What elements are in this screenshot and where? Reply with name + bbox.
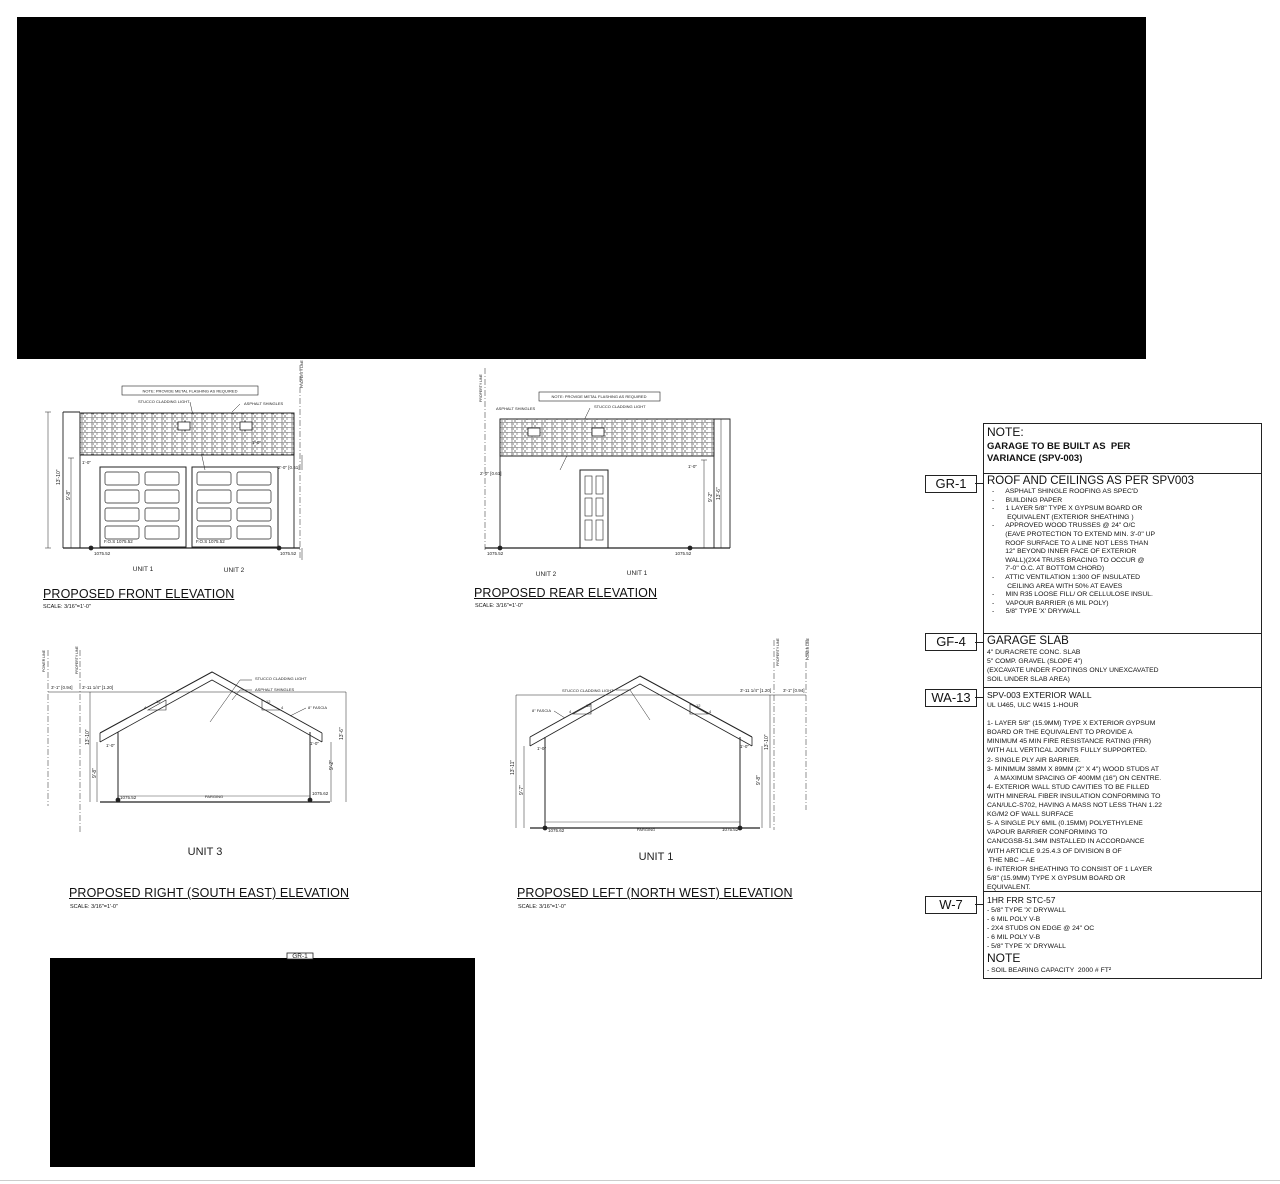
front-level-1: F.O.S 1075.52 xyxy=(104,539,133,544)
gr1-section xyxy=(935,473,1261,633)
left-pitch-run-right: 12 xyxy=(696,703,701,708)
front-dim-fascia: 1'-0" xyxy=(252,440,261,445)
rear-unit-1: UNIT 1 xyxy=(626,570,648,577)
left-property-line: PROPERTY LINE xyxy=(776,638,780,666)
gr1-item: CEILING AREA WITH 50% AT EAVES xyxy=(992,582,1123,590)
gr1-item: 7'-0" O.C. AT BOTTOM CHORD) xyxy=(992,565,1105,573)
right-elevation xyxy=(42,645,346,858)
rear-dim-height: 13'-6" xyxy=(716,487,722,500)
rear-callout-stucco: STUCCO CLADDING LIGHT xyxy=(594,404,646,409)
note-section xyxy=(984,424,1261,473)
left-dim-setback-2: 3'-1" [0.94] xyxy=(783,688,805,693)
wa13-text: UL U465, ULC W415 1-HOUR 1- LAYER 5/8" (15.9MM) TYPE X EXTERIOR GYPSUM BOARD OR THE EQUIVALENT TO PROVIDE A MINIMUM 45 MIN FIRE RESISTANCE RATING (FRR) WITH ALL VERTICAL JOINTS FULLY SUPPORTED. 2- SINGLE PLY AIR BARRIER. 3- MINIMUM 38MM X 89MM (2" X 4") WOOD STUDS AT A MAXIMUM SPACING OF 400MM (16") ON CENTRE. 4- EXTERIOR WALL STUD CAVITIES TO BE FILLED WITH MINERAL FIBER INSULATION CONFORMING TO CAN/ULC-S702, HAVING A MASS NOT LESS THAN 1.22 KG/M2 OF WALL SURFACE 5- A SINGLE PLY 6MIL (0.15MM) POLYETHYLENE VAPOUR BARRIER CONFORMING TO CAN/CGSB-51.34M INSTALLED IN ACCORDANCE WITH ARTICLE 9.25.4.3 OF DIVISION B OF THE NBC – AE 6- INTERIOR SHEATHING TO CONSIST OF 1 LAYER 5/8" (15.9MM) TYPE X GYPSUM BOARD OR EQUIVALENT. xyxy=(987,702,1162,891)
right-unit-label: UNIT 3 xyxy=(187,846,223,858)
front-unit-2: UNIT 2 xyxy=(223,567,245,574)
w7-section xyxy=(939,891,1261,975)
left-dim-wall-right: 9'-8" xyxy=(756,775,762,785)
gr1-item: ROOF SURFACE TO A LINE NOT LESS THAN xyxy=(992,539,1149,547)
left-level-1: 1075.62 xyxy=(548,828,565,833)
wa13-heading: SPV-003 EXTERIOR WALL xyxy=(987,690,1092,700)
rear-elevation-title: PROPOSED REAR ELEVATION xyxy=(474,586,658,600)
gf4-section xyxy=(936,633,1261,687)
gr1-heading: ROOF AND CEILINGS AS PER SPV003 xyxy=(987,475,1195,487)
left-dim-setback-1: 3'-11 1/4" [1.20] xyxy=(740,688,772,693)
gr1-item: - 5/8" TYPE 'X' DRYWALL xyxy=(992,608,1081,616)
rear-callout-flashing: NOTE: PROVIDE METAL FLASHING AS REQUIRED xyxy=(551,394,647,399)
right-callout-stucco: STUCCO CLADDING LIGHT xyxy=(255,676,307,681)
rear-dim-fascia: 1'-0" xyxy=(688,464,697,469)
gf4-tag: GF-4 xyxy=(925,633,977,651)
right-dim-wall-right: 9'-2" xyxy=(329,760,335,770)
right-pitch-rise-right: 4 xyxy=(281,705,284,710)
left-dim-wall-left: 9'-7" xyxy=(519,785,525,795)
note-heading: NOTE: xyxy=(987,425,1024,439)
left-level-2: 1075.52 xyxy=(722,827,739,832)
wa13-section xyxy=(931,687,1261,891)
rear-dim-overhang: 2'-0" [0.61] xyxy=(480,471,502,476)
gr1-item: - APPROVED WOOD TRUSSES @ 24" O/C xyxy=(992,522,1136,530)
right-power-line: POWER LINE xyxy=(42,650,46,672)
right-dim-setback-2: 3'-11 1/4" [1.20] xyxy=(82,685,114,690)
right-pitch-run-left: 12 xyxy=(156,699,161,704)
front-callout-shingles: ASPHALT SHINGLES xyxy=(244,401,284,406)
front-elevation xyxy=(45,359,304,574)
front-dim-height: 13'-10" xyxy=(56,469,62,485)
front-callout-flashing: NOTE: PROVIDE METAL FLASHING AS REQUIRED xyxy=(142,388,238,394)
soil-note-heading: NOTE xyxy=(987,951,1021,966)
gr1-item: EQUIVALENT (EXTERIOR SHEATHING ) xyxy=(992,513,1134,521)
left-elevation-title: PROPOSED LEFT (NORTH WEST) ELEVATION xyxy=(517,886,793,900)
right-dim-height-left: 13'-10" xyxy=(85,729,91,745)
right-callout-shingles: ASPHALT SHINGLES xyxy=(255,687,295,692)
left-dim-overhang-left: 1'-0" xyxy=(537,746,546,751)
right-dim-wall-left: 9'-8" xyxy=(92,768,98,778)
front-dim-wall: 9'-8" xyxy=(66,490,72,500)
left-pitch-rise-right: 4 xyxy=(709,709,712,714)
gr1-item: - ATTIC VENTILATION 1:300 OF INSULATED xyxy=(992,573,1141,581)
left-callout-stucco: STUCCO CLADDING LIGHT xyxy=(562,688,614,693)
left-elevation xyxy=(510,637,810,863)
front-unit-1: UNIT 1 xyxy=(132,566,154,573)
front-dim-overhang: 1'-0" xyxy=(82,460,91,465)
gr1-item: - 1 LAYER 5/8" TYPE X GYPSUM BOARD OR xyxy=(992,505,1143,513)
left-dim-overhang-right: 1'-0" xyxy=(740,744,749,749)
front-property-line: PROPERTY LINE xyxy=(300,360,304,388)
front-elevation-scale: SCALE: 3/16"=1'-0" xyxy=(43,604,91,610)
right-parging: PARGING xyxy=(204,794,224,799)
right-level-2: 1075.62 xyxy=(312,791,329,796)
right-dim-overhang-right: 1'-0" xyxy=(310,741,319,746)
right-callout-fascia: 8" FASCIA xyxy=(308,705,327,710)
wa13-tag: WA-13 xyxy=(925,689,977,707)
rear-elevation-scale: SCALE: 3/16"=1'-0" xyxy=(475,603,523,609)
gr1-item: - VAPOUR BARRIER (6 MIL POLY) xyxy=(992,599,1109,607)
gr1-item: - MIN R35 LOOSE FILL/ OR CELLULOSE INSUL. xyxy=(992,591,1153,599)
left-power-line: POWER LINE xyxy=(806,638,810,660)
left-unit-label: UNIT 1 xyxy=(638,851,674,863)
rear-dim-wall: 9'-2" xyxy=(708,492,714,502)
gr1-item: 12" BEYOND INNER FACE OF EXTERIOR xyxy=(992,548,1137,556)
front-level-3: 1075.52 xyxy=(94,551,111,556)
gf4-text: 4" DURACRETE CONC. SLAB 5" COMP. GRAVEL (SLOPE 4") (EXCAVATE UNDER FOOTINGS ONLY UNEXCAVATED SOIL UNDER SLAB AREA) xyxy=(987,649,1159,684)
left-parging: PARGING xyxy=(636,827,656,832)
right-property-line: PROPERTY LINE xyxy=(75,646,79,674)
page-bottom-rule xyxy=(0,1180,1280,1181)
w7-text: - 5/8" TYPE 'X' DRYWALL - 6 MIL POLY V-B - 2X4 STUDS ON EDGE @ 24" OC - 6 MIL POLY V-B - 5/8" TYPE 'X' DRYWALL xyxy=(987,907,1095,951)
left-dim-height-right: 13'-10" xyxy=(764,734,770,750)
front-callout-stucco: STUCCO CLADDING LIGHT xyxy=(138,399,190,404)
right-elevation-title: PROPOSED RIGHT (SOUTH EAST) ELEVATION xyxy=(69,886,350,900)
gr1-tag: GR-1 xyxy=(925,475,977,493)
right-dim-overhang-left: 1'-0" xyxy=(106,743,115,748)
rear-level-2: 1075.52 xyxy=(675,551,692,556)
gr1-item: (EAVE PROTECTION TO EXTEND MIN. 3'-0" UP xyxy=(992,530,1156,538)
front-level-4: 1075.52 xyxy=(280,551,297,556)
stray-tag: GR-1 xyxy=(292,953,308,960)
gr1-item-list xyxy=(984,488,1261,617)
right-dim-setback-1: 3'-1" [0.94] xyxy=(51,685,73,690)
rear-level-1: 1075.52 xyxy=(487,551,504,556)
left-callout-fascia: 8" FASCIA xyxy=(532,708,551,713)
left-pitch-run-left: 12 xyxy=(586,703,591,708)
right-dim-height-right: 13'-6" xyxy=(339,727,345,740)
gf4-heading: GARAGE SLAB xyxy=(987,635,1069,647)
right-pitch-rise-left: 4 xyxy=(144,705,147,710)
rear-elevation xyxy=(479,368,730,578)
spec-notes-table xyxy=(931,423,1262,979)
note-text: GARAGE TO BE BUILT AS PER VARIANCE (SPV-003) xyxy=(987,441,1131,464)
w7-tag: W-7 xyxy=(925,896,977,914)
gr1-item: WALL)(2X4 TRUSS BRACING TO OCCUR @ xyxy=(992,556,1145,564)
right-elevation-scale: SCALE: 3/16"=1'-0" xyxy=(70,904,118,910)
left-dim-height-left: 13'-11" xyxy=(510,759,516,775)
right-pitch-run-right: 12 xyxy=(266,699,271,704)
w7-heading: 1HR FRR STC-57 xyxy=(987,895,1056,905)
left-pitch-rise-left: 4 xyxy=(569,709,572,714)
rear-property-line: PROPERTY LINE xyxy=(479,374,483,402)
front-elevation-title: PROPOSED FRONT ELEVATION xyxy=(43,587,235,601)
soil-note-text: - SOIL BEARING CAPACITY 2000 # FT² xyxy=(987,967,1112,975)
left-elevation-scale: SCALE: 3/16"=1'-0" xyxy=(518,904,566,910)
front-level-2: F.O.S 1075.52 xyxy=(196,539,225,544)
right-level-1: 1075.52 xyxy=(120,795,137,800)
rear-unit-2: UNIT 2 xyxy=(535,571,557,578)
front-dim-parapet: 2'-0" [0.61] xyxy=(278,465,300,470)
rear-callout-shingles: ASPHALT SHINGLES xyxy=(496,406,536,411)
gr1-item: - ASPHALT SHINGLE ROOFING AS SPEC'D xyxy=(992,488,1139,495)
gr1-item: - BUILDING PAPER xyxy=(992,496,1063,504)
